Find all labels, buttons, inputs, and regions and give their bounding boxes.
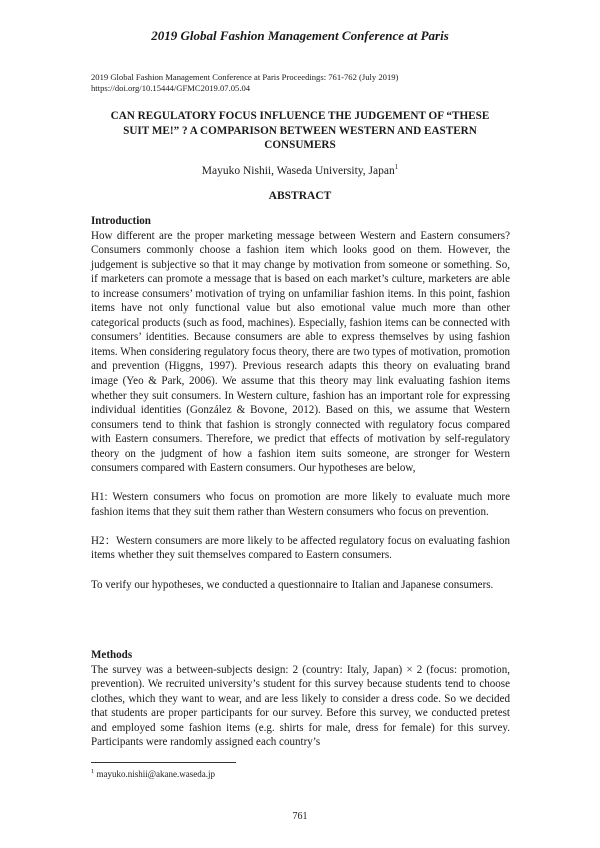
introduction-paragraph: How different are the proper marketing message between Western and Eastern consumers? Consumers commonly choose a fashion item which looks good on them. However, the judgement is subjective so that it may change by motivation from someone or something. So, if marketers can promote a message that is based on each market’s culture, marketers are able to increase consumers’ motivation of trying on unfamiliar fashion items. In this point, fashion items have not only functional value but also emotional value much more than other categorical products (such as food, machines). Especially, fashion items can be connected with consumers’ identities. Because consumers are able to express themselves by using fashion items. When considering regulatory focus theory, there are two types of motivation, promotion and prevention (Higgns, 1997). Previous research adapts this theory on evaluating brand image (Yeo & Park, 2006). We assume that this theory may link evaluating fashion items whether they suit consumers. In Western culture, fashion has an important role for expressing individual identities (González & Bovone, 2012). Based on this, we assume that Western consumers tend to think that fashion is strongly connected with regulatory focus compared with Eastern consumers. Therefore, we predict that effects of motivation by self-regulatory theory on the judgment of how a fashion item suits someone, are stronger for Western consumers compared with Eastern consumers. Our hypotheses are below,	[91, 229, 510, 475]
page-number: 761	[292, 811, 308, 822]
author-line	[0, 163, 600, 177]
author-footnote-mark: 1	[394, 163, 399, 171]
introduction-heading: Introduction	[91, 215, 151, 227]
abstract-heading: ABSTRACT	[268, 190, 332, 202]
doi-link[interactable]: https://doi.org/10.15444/GFMC2019.07.05.04	[91, 83, 251, 93]
footnote-email[interactable]: mayuko.nishii@akane.waseda.jp	[96, 769, 216, 779]
methods-paragraph: The survey was a between-subjects design: 2 (country: Italy, Japan) × 2 (focus: promotion, prevention). We recruited university’s student for this survey because students tend to choose clothes, which they want to wear, and are less likely to consider a dress code. So we decided that students are proper participants for our survey. Before this survey, we conducted pretest and employed some fashion items (e.g. shirts for male, dress for female) for this survey. Participants were randomly assigned each country’s	[91, 663, 510, 749]
title-line: CONSUMERS	[264, 139, 336, 151]
verify-paragraph: To verify our hypotheses, we conducted a questionnaire to Italian and Japanese consumers.	[91, 578, 494, 591]
title-line: SUIT ME!” ? A COMPARISON BETWEEN WESTERN AND EASTERN	[123, 124, 477, 137]
hypothesis-2: H2：Western consumers are more likely to be affected regulatory focus on evaluating fashion items whether they suit themselves compared to Eastern consumers.	[91, 534, 510, 562]
paper-title	[91, 109, 509, 153]
footnote	[91, 766, 391, 780]
footnote-divider	[91, 762, 236, 763]
hypothesis-1: H1: Western consumers who focus on promotion are more likely to evaluate much more fashion items that they suit them rather than Western consumers who focus on prevention.	[91, 491, 510, 518]
proceedings-citation: 2019 Global Fashion Management Conference at Paris Proceedings: 761-762 (July 2019)	[91, 72, 399, 82]
title-line: CAN REGULATORY FOCUS INFLUENCE THE JUDGEMENT OF “THESE	[110, 110, 490, 122]
citation-block	[91, 72, 511, 94]
introduction-section	[91, 214, 510, 592]
author-name: Mayuko Nishii, Waseda University, Japan	[201, 164, 395, 177]
methods-heading: Methods	[91, 649, 133, 661]
footnote-mark: 1	[91, 768, 95, 775]
methods-section	[91, 648, 510, 750]
running-head: 2019 Global Fashion Management Conference at Paris	[151, 28, 449, 43]
